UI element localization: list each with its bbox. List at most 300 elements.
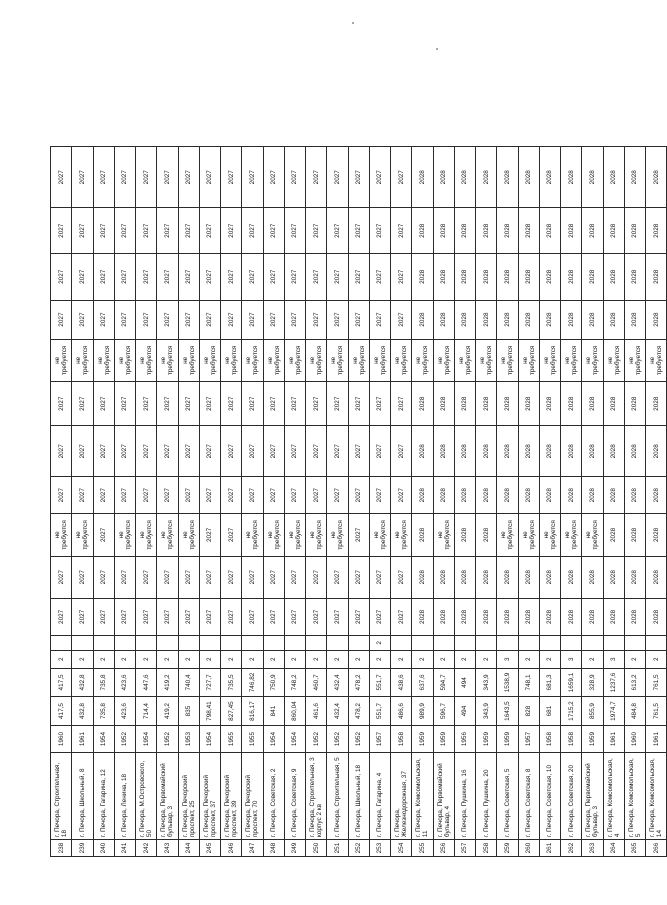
cell-year-roof: 2028: [603, 598, 624, 635]
cell-year-foundation: 2028: [433, 208, 454, 253]
cell-year-basement: не требуется: [518, 514, 539, 556]
cell-year-hot-water: 2027: [114, 381, 135, 425]
cell-year-cold-water: 2028: [433, 426, 454, 477]
cell-address: г. Печора, Школьный, 18: [348, 753, 369, 840]
cell-year-electric: 2028: [497, 300, 518, 339]
cell-year-roof: 2028: [561, 598, 582, 635]
cell-year-gas: не требуется: [412, 339, 433, 381]
cell-year-sewage: 2027: [114, 253, 135, 300]
cell-living-area: 746,82: [242, 668, 263, 697]
cell-year-facade: 2028: [646, 556, 667, 598]
cell-year-sewage: 2028: [497, 253, 518, 300]
cell-address: г. Печора, Печорский проспект, 37: [199, 753, 220, 840]
cell-floors: 3: [603, 650, 624, 668]
cell-year-cold-water: 2028: [454, 426, 475, 477]
table-row: [136, 147, 157, 857]
cell-year-cold-water: 2028: [603, 426, 624, 477]
cell-build-year: 1957: [369, 725, 390, 753]
cell-floors: 2: [433, 650, 454, 668]
cell-year-foundation: 2027: [178, 208, 199, 253]
cell-total-area: 828: [518, 697, 539, 726]
cell-row-number: 258: [476, 840, 497, 857]
cell-year-sewage: 2028: [476, 253, 497, 300]
cell-year-sewage: 2028: [646, 253, 667, 300]
cell-build-year: 1959: [476, 725, 497, 753]
cell-year-sewage: 2027: [348, 253, 369, 300]
cell-year-electric: 2027: [391, 300, 412, 339]
cell-year-cold-water: 2028: [497, 426, 518, 477]
cell-address: г. Печора, Печорский проспект, 25: [178, 753, 199, 840]
cell-build-year: 1960: [51, 725, 72, 753]
cell-entrances: [391, 635, 412, 650]
cell-year-roof: 2027: [263, 598, 284, 635]
cell-year-foundation: 2027: [284, 208, 305, 253]
cell-year-cold-water: 2027: [136, 426, 157, 477]
cell-living-area: 343,9: [476, 668, 497, 697]
cell-entrances: [539, 635, 560, 650]
cell-year-basement: не требуется: [582, 514, 603, 556]
cell-row-number: 264: [603, 840, 624, 857]
cell-year-foundation: 2027: [391, 208, 412, 253]
cell-build-year: 1957: [518, 725, 539, 753]
cell-year-completion: 2028: [603, 147, 624, 209]
cell-living-area: 748,1: [518, 668, 539, 697]
cell-year-electric: 2027: [348, 300, 369, 339]
cell-build-year: 1952: [306, 725, 327, 753]
cell-living-area: 438,6: [391, 668, 412, 697]
cell-build-year: 1952: [114, 725, 135, 753]
cell-row-number: 244: [178, 840, 199, 857]
cell-build-year: 1961: [603, 725, 624, 753]
cell-entrances: [327, 635, 348, 650]
cell-year-heating: 2027: [51, 477, 72, 514]
cell-year-completion: 2027: [178, 147, 199, 209]
cell-address: г. Печора, Железнодорожная, 37: [391, 753, 412, 840]
cell-row-number: 242: [136, 840, 157, 857]
cell-year-facade: 2027: [242, 556, 263, 598]
table-row: [306, 147, 327, 857]
cell-entrances: [476, 635, 497, 650]
cell-year-foundation: 2027: [114, 208, 135, 253]
cell-living-area: 494: [454, 668, 475, 697]
cell-year-sewage: 2027: [369, 253, 390, 300]
table-row: [646, 147, 667, 857]
cell-year-hot-water: 2027: [93, 381, 114, 425]
cell-year-basement: 2027: [199, 514, 220, 556]
cell-row-number: 262: [561, 840, 582, 857]
cell-year-gas: не требуется: [454, 339, 475, 381]
cell-year-cold-water: 2027: [284, 426, 305, 477]
cell-year-sewage: 2028: [539, 253, 560, 300]
cell-row-number: 251: [327, 840, 348, 857]
cell-year-heating: 2027: [327, 477, 348, 514]
cell-entrances: [497, 635, 518, 650]
cell-year-electric: 2028: [603, 300, 624, 339]
cell-year-heating: 2027: [263, 477, 284, 514]
cell-year-heating: 2027: [284, 477, 305, 514]
cell-year-gas: не требуется: [327, 339, 348, 381]
cell-year-facade: 2027: [93, 556, 114, 598]
cell-entrances: [178, 635, 199, 650]
cell-year-cold-water: 2028: [646, 426, 667, 477]
cell-entrances: [518, 635, 539, 650]
cell-address: г. Печора, Первомайский бульвар, 3: [582, 753, 603, 840]
cell-year-sewage: 2027: [306, 253, 327, 300]
cell-year-gas: не требуется: [157, 339, 178, 381]
cell-year-heating: 2028: [518, 477, 539, 514]
cell-year-basement: не требуется: [263, 514, 284, 556]
cell-year-electric: 2027: [242, 300, 263, 339]
cell-total-area: 714,4: [136, 697, 157, 726]
cell-year-completion: 2027: [263, 147, 284, 209]
cell-total-area: 417,5: [51, 697, 72, 726]
cell-total-area: 681: [539, 697, 560, 726]
cell-year-hot-water: 2028: [497, 381, 518, 425]
scan-speck: [436, 48, 438, 50]
cell-address: г. Печора, Печорский проспект, 39: [221, 753, 242, 840]
cell-floors: 2: [327, 650, 348, 668]
cell-year-facade: 2027: [114, 556, 135, 598]
cell-year-basement: 2027: [348, 514, 369, 556]
cell-year-electric: 2027: [263, 300, 284, 339]
table-row: [199, 147, 220, 857]
cell-year-completion: 2028: [624, 147, 645, 209]
cell-year-heating: 2028: [412, 477, 433, 514]
cell-year-cold-water: 2028: [539, 426, 560, 477]
cell-total-area: 816,17: [242, 697, 263, 726]
cell-year-gas: не требуется: [221, 339, 242, 381]
cell-year-sewage: 2028: [561, 253, 582, 300]
cell-floors: 2: [518, 650, 539, 668]
cell-row-number: 247: [242, 840, 263, 857]
cell-year-basement: не требуется: [327, 514, 348, 556]
cell-year-basement: 2028: [646, 514, 667, 556]
cell-year-heating: 2027: [306, 477, 327, 514]
cell-year-gas: не требуется: [178, 339, 199, 381]
cell-year-heating: 2027: [114, 477, 135, 514]
cell-year-electric: 2027: [284, 300, 305, 339]
cell-year-roof: 2027: [242, 598, 263, 635]
cell-year-hot-water: 2027: [199, 381, 220, 425]
table-row: [51, 147, 72, 857]
cell-year-electric: 2028: [561, 300, 582, 339]
cell-year-basement: 2027: [93, 514, 114, 556]
cell-entrances: [306, 635, 327, 650]
cell-floors: 2: [263, 650, 284, 668]
cell-year-roof: 2027: [114, 598, 135, 635]
cell-living-area: 1538,9: [497, 668, 518, 697]
cell-year-completion: 2028: [646, 147, 667, 209]
cell-year-electric: 2027: [157, 300, 178, 339]
cell-floors: 2: [72, 650, 93, 668]
cell-floors: 2: [306, 650, 327, 668]
cell-year-foundation: 2028: [518, 208, 539, 253]
cell-year-basement: не требуется: [114, 514, 135, 556]
cell-build-year: 1959: [412, 725, 433, 753]
cell-floors: 2: [93, 650, 114, 668]
cell-year-gas: не требуется: [284, 339, 305, 381]
cell-address: г. Печора, Гагарина, 4: [369, 753, 390, 840]
cell-total-area: 841: [263, 697, 284, 726]
cell-year-electric: 2027: [221, 300, 242, 339]
cell-floors: 2: [412, 650, 433, 668]
cell-build-year: 1954: [284, 725, 305, 753]
cell-entrances: [433, 635, 454, 650]
cell-year-roof: 2027: [221, 598, 242, 635]
cell-year-cold-water: 2027: [391, 426, 412, 477]
cell-year-gas: не требуется: [582, 339, 603, 381]
cell-total-area: 484,8: [624, 697, 645, 726]
cell-year-heating: 2028: [646, 477, 667, 514]
cell-year-electric: 2027: [136, 300, 157, 339]
cell-total-area: 478,2: [348, 697, 369, 726]
cell-living-area: 432,4: [327, 668, 348, 697]
cell-row-number: 253: [369, 840, 390, 857]
cell-year-heating: 2028: [624, 477, 645, 514]
cell-build-year: 1955: [221, 725, 242, 753]
cell-entrances: [114, 635, 135, 650]
cell-year-roof: 2027: [157, 598, 178, 635]
cell-year-heating: 2027: [369, 477, 390, 514]
cell-build-year: 1952: [348, 725, 369, 753]
cell-year-basement: 2028: [412, 514, 433, 556]
table-row: [284, 147, 305, 857]
cell-entrances: [221, 635, 242, 650]
cell-year-foundation: 2027: [369, 208, 390, 253]
table-row: [221, 147, 242, 857]
cell-year-roof: 2028: [476, 598, 497, 635]
cell-year-facade: 2027: [306, 556, 327, 598]
cell-year-cold-water: 2028: [624, 426, 645, 477]
cell-year-hot-water: 2027: [348, 381, 369, 425]
table-row: [327, 147, 348, 857]
table-row: [348, 147, 369, 857]
cell-total-area: 835: [178, 697, 199, 726]
housing-repair-schedule-table: [50, 146, 667, 857]
cell-address: г. Печора, Пушкина, 20: [476, 753, 497, 840]
cell-entrances: [93, 635, 114, 650]
cell-row-number: 260: [518, 840, 539, 857]
cell-living-area: 727,7: [199, 668, 220, 697]
cell-address: г. Печора, Строительная, 5: [327, 753, 348, 840]
cell-year-heating: 2028: [454, 477, 475, 514]
cell-floors: 2: [582, 650, 603, 668]
cell-total-area: 860,04: [284, 697, 305, 726]
cell-year-completion: 2027: [51, 147, 72, 209]
cell-year-basement: 2027: [221, 514, 242, 556]
cell-year-hot-water: 2027: [369, 381, 390, 425]
cell-year-hot-water: 2028: [603, 381, 624, 425]
cell-year-cold-water: 2027: [72, 426, 93, 477]
cell-year-hot-water: 2027: [221, 381, 242, 425]
cell-row-number: 259: [497, 840, 518, 857]
cell-year-heating: 2027: [136, 477, 157, 514]
cell-living-area: 460,7: [306, 668, 327, 697]
table-row: [561, 147, 582, 857]
cell-year-sewage: 2028: [603, 253, 624, 300]
cell-year-completion: 2028: [433, 147, 454, 209]
cell-year-roof: 2027: [136, 598, 157, 635]
cell-year-facade: 2027: [348, 556, 369, 598]
cell-year-completion: 2028: [412, 147, 433, 209]
cell-living-area: 637,6: [412, 668, 433, 697]
cell-year-basement: 2028: [624, 514, 645, 556]
cell-year-heating: 2027: [199, 477, 220, 514]
cell-year-gas: не требуется: [433, 339, 454, 381]
cell-year-completion: 2027: [157, 147, 178, 209]
cell-address: г. Печора, Комсомольская, 4: [603, 753, 624, 840]
cell-living-area: 417,5: [51, 668, 72, 697]
cell-entrances: [136, 635, 157, 650]
cell-year-electric: 2027: [306, 300, 327, 339]
cell-year-roof: 2028: [412, 598, 433, 635]
cell-living-area: 419,2: [157, 668, 178, 697]
cell-year-sewage: 2027: [391, 253, 412, 300]
cell-year-sewage: 2027: [263, 253, 284, 300]
cell-year-electric: 2027: [51, 300, 72, 339]
cell-row-number: 265: [624, 840, 645, 857]
cell-year-basement: не требуется: [157, 514, 178, 556]
cell-year-foundation: 2027: [51, 208, 72, 253]
cell-row-number: 248: [263, 840, 284, 857]
cell-living-area: 432,8: [72, 668, 93, 697]
cell-year-cold-water: 2027: [199, 426, 220, 477]
cell-year-roof: 2028: [539, 598, 560, 635]
cell-year-cold-water: 2027: [369, 426, 390, 477]
cell-year-sewage: 2027: [136, 253, 157, 300]
cell-year-hot-water: 2028: [646, 381, 667, 425]
cell-year-hot-water: 2027: [284, 381, 305, 425]
cell-year-roof: 2027: [391, 598, 412, 635]
cell-entrances: [157, 635, 178, 650]
cell-floors: 2: [454, 650, 475, 668]
cell-year-basement: не требуется: [539, 514, 560, 556]
cell-year-sewage: 2027: [221, 253, 242, 300]
cell-total-area: 827,45: [221, 697, 242, 726]
cell-total-area: 343,9: [476, 697, 497, 726]
cell-build-year: 1956: [454, 725, 475, 753]
cell-total-area: 735,8: [93, 697, 114, 726]
cell-total-area: 855,9: [582, 697, 603, 726]
cell-total-area: 798,41: [199, 697, 220, 726]
table-row: [178, 147, 199, 857]
cell-year-foundation: 2028: [624, 208, 645, 253]
cell-year-basement: не требуется: [136, 514, 157, 556]
cell-year-completion: 2027: [306, 147, 327, 209]
cell-year-hot-water: 2027: [178, 381, 199, 425]
cell-floors: 2: [369, 650, 390, 668]
cell-year-sewage: 2027: [51, 253, 72, 300]
cell-build-year: 1952: [157, 725, 178, 753]
cell-build-year: 1959: [433, 725, 454, 753]
cell-build-year: 1953: [178, 725, 199, 753]
cell-year-hot-water: 2027: [72, 381, 93, 425]
cell-build-year: 1958: [539, 725, 560, 753]
cell-address: г. Печора, Советская, 20: [561, 753, 582, 840]
cell-build-year: 1961: [646, 725, 667, 753]
cell-total-area: 989,9: [412, 697, 433, 726]
cell-year-roof: 2028: [497, 598, 518, 635]
cell-year-gas: не требуется: [476, 339, 497, 381]
cell-build-year: 1954: [263, 725, 284, 753]
cell-year-facade: 2027: [178, 556, 199, 598]
cell-year-cold-water: 2027: [348, 426, 369, 477]
cell-year-hot-water: 2027: [263, 381, 284, 425]
cell-year-gas: не требуется: [199, 339, 220, 381]
cell-entrances: [561, 635, 582, 650]
cell-year-gas: не требуется: [93, 339, 114, 381]
cell-year-heating: 2028: [603, 477, 624, 514]
cell-year-electric: 2027: [114, 300, 135, 339]
cell-entrances: [72, 635, 93, 650]
cell-year-sewage: 2028: [433, 253, 454, 300]
cell-year-facade: 2027: [263, 556, 284, 598]
cell-year-cold-water: 2027: [306, 426, 327, 477]
cell-year-completion: 2028: [561, 147, 582, 209]
cell-year-heating: 2027: [221, 477, 242, 514]
cell-build-year: 1952: [327, 725, 348, 753]
cell-year-completion: 2027: [136, 147, 157, 209]
cell-living-area: 478,2: [348, 668, 369, 697]
cell-address: г. Печора, Советская, 2: [263, 753, 284, 840]
cell-year-completion: 2027: [114, 147, 135, 209]
cell-year-heating: 2027: [178, 477, 199, 514]
cell-year-foundation: 2027: [199, 208, 220, 253]
cell-total-area: 1643,5: [497, 697, 518, 726]
cell-address: г. Печора, Ленина, 18: [114, 753, 135, 840]
cell-row-number: 246: [221, 840, 242, 857]
cell-address: г. Печора, Первомайский бульвар, 3: [157, 753, 178, 840]
cell-year-basement: не требуется: [72, 514, 93, 556]
cell-address: г. Печора, Школьный, 8: [72, 753, 93, 840]
cell-total-area: 494: [454, 697, 475, 726]
cell-living-area: 423,6: [114, 668, 135, 697]
cell-year-cold-water: 2027: [327, 426, 348, 477]
cell-year-gas: не требуется: [497, 339, 518, 381]
cell-year-electric: 2027: [178, 300, 199, 339]
cell-entrances: [51, 635, 72, 650]
cell-year-completion: 2027: [199, 147, 220, 209]
cell-year-cold-water: 2027: [114, 426, 135, 477]
cell-floors: 2: [242, 650, 263, 668]
cell-row-number: 239: [72, 840, 93, 857]
cell-year-roof: 2027: [93, 598, 114, 635]
table-row: [369, 147, 390, 857]
cell-row-number: 263: [582, 840, 603, 857]
cell-year-gas: не требуется: [136, 339, 157, 381]
cell-year-facade: 2027: [284, 556, 305, 598]
cell-build-year: 1961: [72, 725, 93, 753]
cell-year-facade: 2027: [327, 556, 348, 598]
table-row: [114, 147, 135, 857]
cell-year-gas: не требуется: [539, 339, 560, 381]
cell-entrances: [454, 635, 475, 650]
cell-year-facade: 2028: [433, 556, 454, 598]
table-row: [412, 147, 433, 857]
cell-year-electric: 2028: [412, 300, 433, 339]
cell-year-roof: 2027: [178, 598, 199, 635]
cell-year-facade: 2028: [624, 556, 645, 598]
cell-year-basement: 2028: [476, 514, 497, 556]
cell-entrances: [242, 635, 263, 650]
cell-year-cold-water: 2028: [582, 426, 603, 477]
cell-year-gas: не требуется: [646, 339, 667, 381]
table-row: [433, 147, 454, 857]
cell-year-hot-water: 2028: [518, 381, 539, 425]
cell-entrances: [412, 635, 433, 650]
cell-year-gas: не требуется: [561, 339, 582, 381]
cell-floors: 2: [114, 650, 135, 668]
